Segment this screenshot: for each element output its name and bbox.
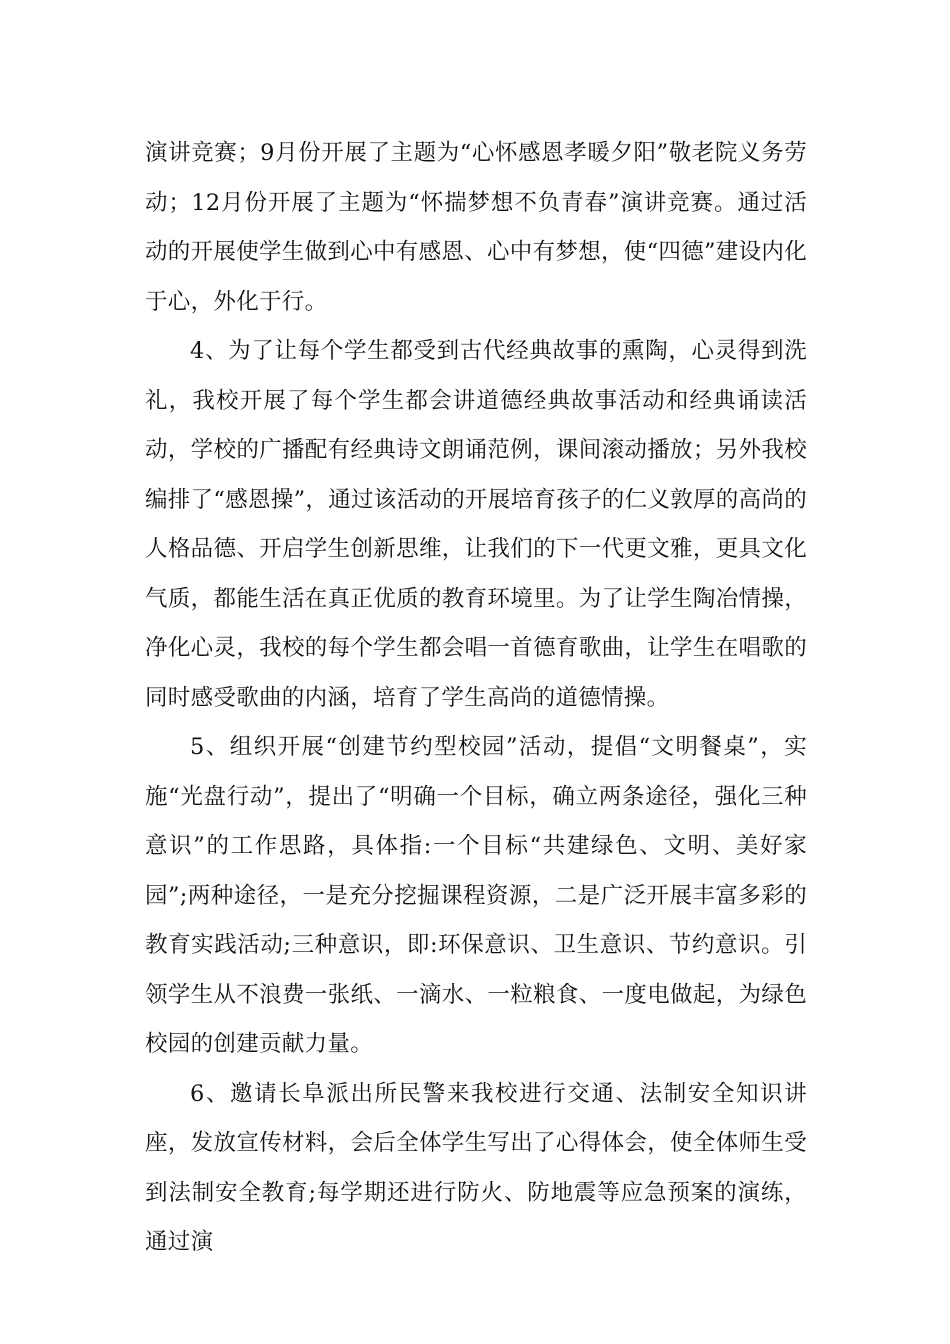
paragraph-item-4: 4、为了让每个学生都受到古代经典故事的熏陶，心灵得到洗礼，我校开展了每个学生都会讲道德经典故事活动和经典诵读活动，学校的广播配有经典诗文朗诵范例，课间滚动播放；另外我校编排了“感恩操”，通过该活动的开展培育孩子的仁义敦厚的高尚的人格品德、开启学生创新思维，让我们的下一代更文雅，更具文化气质，都能生活在真正优质的教育环境里。为了让学生陶冶情操，净化心灵，我校的每个学生都会唱一首德育歌曲，让学生在唱歌的同时感受歌曲的内涵，培育了学生高尚的道德情操。: [145, 338, 808, 711]
document-page: [145, 129, 807, 1268]
paragraph-continuation: 演讲竞赛；9月份开展了主题为“心怀感恩孝暖夕阳”敬老院义务劳动；12月份开展了主题为“怀揣梦想不负青春”演讲竞赛。通过活动的开展使学生做到心中有感恩、心中有梦想，使“四德”建设内化于心，外化于行。: [145, 140, 808, 315]
paragraph-item-6: 6、邀请长阜派出所民警来我校进行交通、法制安全知识讲座，发放宣传材料，会后全体学生写出了心得体会，使全体师生受到法制安全教育;每学期还进行防火、防地震等应急预案的演练，通过演: [145, 1080, 807, 1255]
paragraph-item-5: 5、组织开展“创建节约型校园”活动，提倡“文明餐桌”，实施“光盘行动”，提出了“明确一个目标，确立两条途径，强化三种意识”的工作思路，具体指:一个目标“共建绿色、文明、美好家园”;两种途径，一是充分挖掘课程资源，二是广泛开展丰富多彩的教育实践活动;三种意识，即:环保意识、卫生意识、节约意识。引领学生从不浪费一张纸、一滴水、一粒粮食、一度电做起，为绿色校园的创建贡献力量。: [145, 734, 807, 1057]
